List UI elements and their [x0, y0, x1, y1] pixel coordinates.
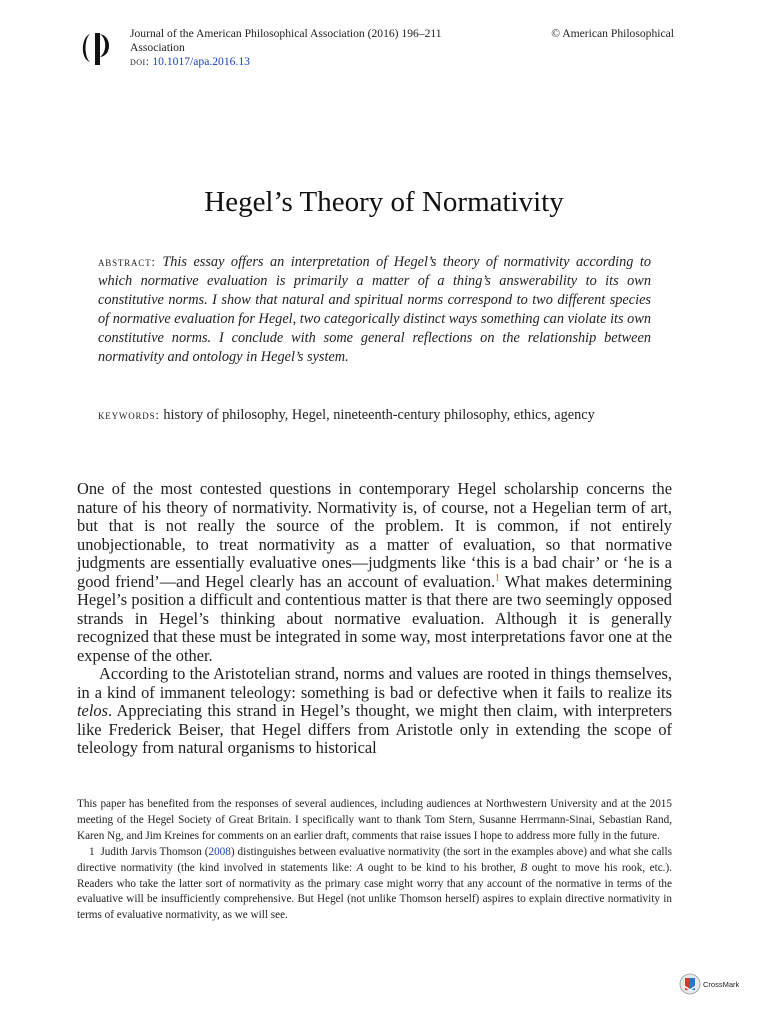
doi-label: doi: [130, 55, 150, 68]
citation-link-2008[interactable]: 2008 [208, 845, 231, 858]
keywords [98, 405, 651, 425]
crossmark-icon [679, 973, 701, 995]
crossmark-label: CrossMark [703, 979, 740, 989]
abstract [98, 252, 651, 367]
copyright-continued: Association [130, 41, 185, 54]
crossmark-button[interactable] [679, 973, 743, 995]
footnote-1: 1 Judith Jarvis Thomson (2008) distinguishes between evaluative normativity (the sort in the examples above) and what she calls directive normativity (the kind involved in statements like: A ought to be kind to his brother, B ought to move his rook, etc.). Readers who take the latter sort of normativity as the primary case might worry that any account of the normative in terms of the evaluative will be insufficiently comprehensive. But Hegel (not unlike Thomson herself) aspires to explain directive normativity in terms of evaluative normativity, as we will see. [77, 845, 672, 922]
paragraph-2: According to the Aristotelian strand, norms and values are rooted in things themselves, in a kind of immanent teleology: something is bad or defective when it fails to realize its telos. Appreciating this strand in Hegel’s thought, we might then claim, with interpreters like Frederick Beiser, that Hegel differs from Aristotle only in extending the scope of teleology from natural organisms to historical [77, 664, 672, 757]
footnotes [77, 797, 672, 924]
article-title: Hegel’s Theory of Normativity [204, 186, 564, 218]
acknowledgement-note: This paper has benefited from the responses of several audiences, including audiences at Northwestern University and at the 2015 meeting of the Hegel Society of Great Britain. I specifically want to thank Tom Stern, Susanne Herrmann-Sinai, Sebastian Rand, Karen Ng, and Jim Kreines for comments on an earlier draft, comments that raise issues I hope to address more fully in the future. [77, 798, 672, 842]
keywords-text: history of philosophy, Hegel, nineteenth-century philosophy, ethics, agency [163, 407, 595, 423]
paragraph-1: One of the most contested questions in contemporary Hegel scholarship concerns the nature of his theory of normativity. Normativity is, of course, not a Hegelian term of art, but that is not really the source of the problem. It is common, if not entirely unobjectionable, to treat normativity as a matter of evaluation, so that normative judgments are essentially evaluative ones—judgments like ‘this is a bad chair’ or ‘he is a good friend’—and Hegel clearly has an account of evaluation.$^1$ What makes determining Hegel’s position a difficult and contentious matter is that there are two seemingly opposed strands in Hegel’s thinking about normative evaluation. Although it is generally recognized that these must be integrated in some way, most interpretations favor one at the expense of the other. [77, 479, 672, 665]
journal-citation: Journal of the American Philosophical Association (2016) 196–211 [130, 27, 442, 40]
cambridge-logo-icon [76, 31, 118, 65]
body-text [77, 480, 672, 758]
abstract-text: This essay offers an interpretation of Hegel’s theory of normativity according to which normative evaluation is primarily a matter of a thing’s answerability to its own constitutive norms. I show that natural and spiritual norms correspond to two different species of normative evaluation for Hegel, two categorically distinct ways something can violate its own constitutive norms. I conclude with some general reflections on the relationship between normativity and ontology in Hegel’s system. [98, 254, 651, 365]
keywords-label: keywords: [98, 407, 160, 422]
abstract-label: abstract: [98, 254, 156, 269]
doi-link[interactable]: 10.1017/apa.2016.13 [152, 55, 250, 68]
journal-header [76, 27, 674, 69]
footnote-ref-1[interactable]: 1 [495, 572, 500, 583]
copyright: © American Philosophical [551, 27, 674, 40]
